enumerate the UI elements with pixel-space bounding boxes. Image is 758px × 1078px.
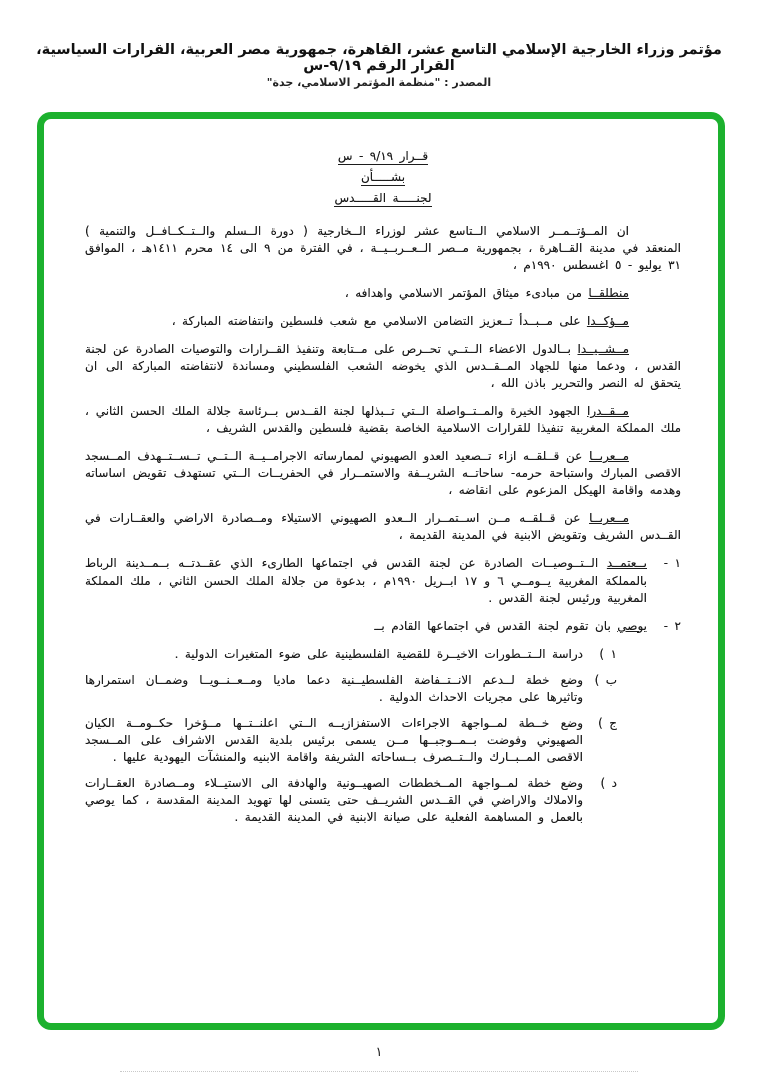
operative-item-1 (85, 555, 681, 606)
paragraph-lead: مــعربــا (589, 511, 629, 526)
item-2-subitems (85, 646, 617, 826)
scanned-document-body (51, 126, 711, 1016)
item-number: ١ - (663, 556, 681, 571)
subitem-c (85, 715, 617, 766)
paragraph-text: ان المــؤتــمــر الاسلامي الــتاسع عشر لوزراء الــخارجية ( دورة الــسلم والــتــكــافــل والتنمية ) المنعقد في مدينة القــاهرة ، بجمهورية مــصر الــعــربــيــة ، في الفترة من ٩ الى ١٤ محرم ١٤١١هـ ، الموافق ٣١ يوليو - ٥ اغسطس ١٩٩٠م ، (85, 224, 681, 273)
resolution-subject: لجنـــــة القـــــدس (334, 191, 432, 205)
paragraph-text: من مبادىء ميثاق المؤتمر الاسلامي واهدافه ، (344, 286, 582, 301)
subitem-text: وضع خطة لــدعم الانــتــفاضة الفلسطيــنية دعما ماديا ومــعــنــويــا وضمــان استمرارها وتاثيرها على مجريات الاحداث الدولية . (85, 672, 583, 704)
operative-item-2 (85, 618, 681, 635)
paragraph-lead: مــشــيــدا (577, 342, 629, 357)
subitem-letter: د ) (600, 775, 617, 790)
paragraph-lead: منطلقــا (588, 286, 629, 301)
paragraph-text: الجهود الخيرة والمــتــواصلة الــتي تــبذلها لجنة القــدس بــرئاسة جلالة الملك الحسن الثاني ، ملك المملكة المغربية تنفيذا للقرارات الاسلامية الخاصة بقضية فلسطين والقدس الشريف ، (85, 404, 681, 436)
item-number: ٢ - (663, 618, 681, 633)
paragraph-text: بــالدول الاعضاء الــتــي تحــرص على مــتابعة وتنفيذ القــرارات والتوصيات الصادرة عن لجنة القدس ، ودعما منها للجهاد المــقــدس الذي يخوضه الشعب الفلسطيني ومساندة لانتفاضته المباركة الى ان يتحقق له النصر والتحرير باذن الله ، (85, 342, 681, 391)
preamble-paragraph (85, 313, 681, 330)
item-text: يوصي بان تقوم لجنة القدس في اجتماعها القادم بــ (374, 618, 647, 633)
item-lead: يــعتمــد (606, 556, 647, 571)
resolution-number: قــرار ٩/١٩ - س (337, 149, 429, 163)
subitem-a (85, 646, 617, 663)
preamble-paragraph (85, 285, 681, 302)
item-text: يــعتمــد الــتــوصيــات الصادرة عن لجنة القدس في اجتماعها الطارىء الذي عقــدتــه بــمــدينة الرباط بالمملكة المغربية يــومــي ٦ و ١٧ ابــريل ١٩٩٠م ، بدعوة من جلالة الملك الحسن الثاني ، ملك المملكة المغربية ورئيس لجنة القدس . (85, 556, 647, 605)
resolution-title-block (85, 146, 681, 209)
subitem-b (85, 672, 617, 706)
subitem-text: وضع خطة لمــواجهة المــخططات الصهيــونية والهادفة الى الاستيــلاء ومــصادرة العقــارات والاملاك والاراضي في القــدس الشريــف حتى يتسنى لها تهويد المدينة المقدسة ، كما يوصي بالعمل و المساهمة الفعلية على صيانة الابنية في المدينة القديمة . (85, 775, 583, 824)
highlight-frame (37, 112, 725, 1030)
paragraph-lead: مــعربــا (589, 449, 629, 464)
preamble-paragraph (85, 223, 681, 274)
document-source-line: المصدر : "منظمة المؤتمر الاسلامي، جدة" (266, 76, 492, 89)
paragraph-lead: مــقــدرا (587, 404, 629, 419)
paragraph-lead: مــؤكــدا (586, 314, 629, 329)
subitem-letter: ج ) (598, 715, 617, 730)
resolution-regarding: بشـــــأن (360, 170, 406, 184)
subitem-text: دراسة الــتــطورات الاخيــرة للقضية الفلسطينية على ضوء المتغيرات الدولية . (174, 646, 583, 661)
preamble-paragraph (85, 341, 681, 392)
item-lead: يوصي (617, 618, 647, 633)
preamble-paragraph (85, 403, 681, 437)
scan-artifact-line (120, 1070, 638, 1072)
subitem-text: وضع خــطة لمــواجهة الاجراءات الاستفزازيــه الــتي اعلنــتــها مــؤخرا حكــومــة الكيان الصهيوني وفوضت بــمــوجبــها مــن يسمى برئيس بلدية القدس الاشراف على المــسجد الاقصى المــبــارك والــتــصرف بــساحاته الشريفة واقامة الابنيه والمنشآت اليهودية عليها . (85, 715, 583, 764)
subitem-d (85, 775, 617, 826)
subitem-letter: ١ ) (599, 646, 617, 661)
paragraph-text: على مــبــدأ تــعزيز التضامن الاسلامي مع شعب فلسطين وانتفاضته المباركة ، (171, 314, 581, 329)
preamble-paragraph (85, 448, 681, 499)
page-number: ١ (375, 1045, 383, 1060)
operative-items (85, 555, 681, 825)
subitem-letter: ب ) (594, 672, 617, 687)
document-header-line: مؤتمر وزراء الخارجية الإسلامي التاسع عشر، القاهرة، جمهورية مصر العربية، القرارات السياسية، القرار الرقم ٩/١٩-س (36, 42, 722, 74)
paragraph-text: عن قــلقــه ازاء تــصعيد العدو الصهيوني لممارساته الاجرامــيــة الــتــي تــســتــهدف المــسجد الاقصى المبارك واستباحة حرمه- ساحاتــه الشريــفة والاستمــرار في الحفريــات الــتي تستهدف تقويض اساساته وهدمه واقامة الهيكل المزعوم على انقاضه ، (85, 449, 681, 498)
paragraph-text: عن قــلقــه مــن اســتمــرار الــعدو الصهيوني الاستيلاء ومــصادرة الاراضي والعقــارات في القــدس الشريف وتقويض الابنية في المدينة القديمة ، (85, 511, 681, 543)
preamble-paragraph (85, 510, 681, 544)
